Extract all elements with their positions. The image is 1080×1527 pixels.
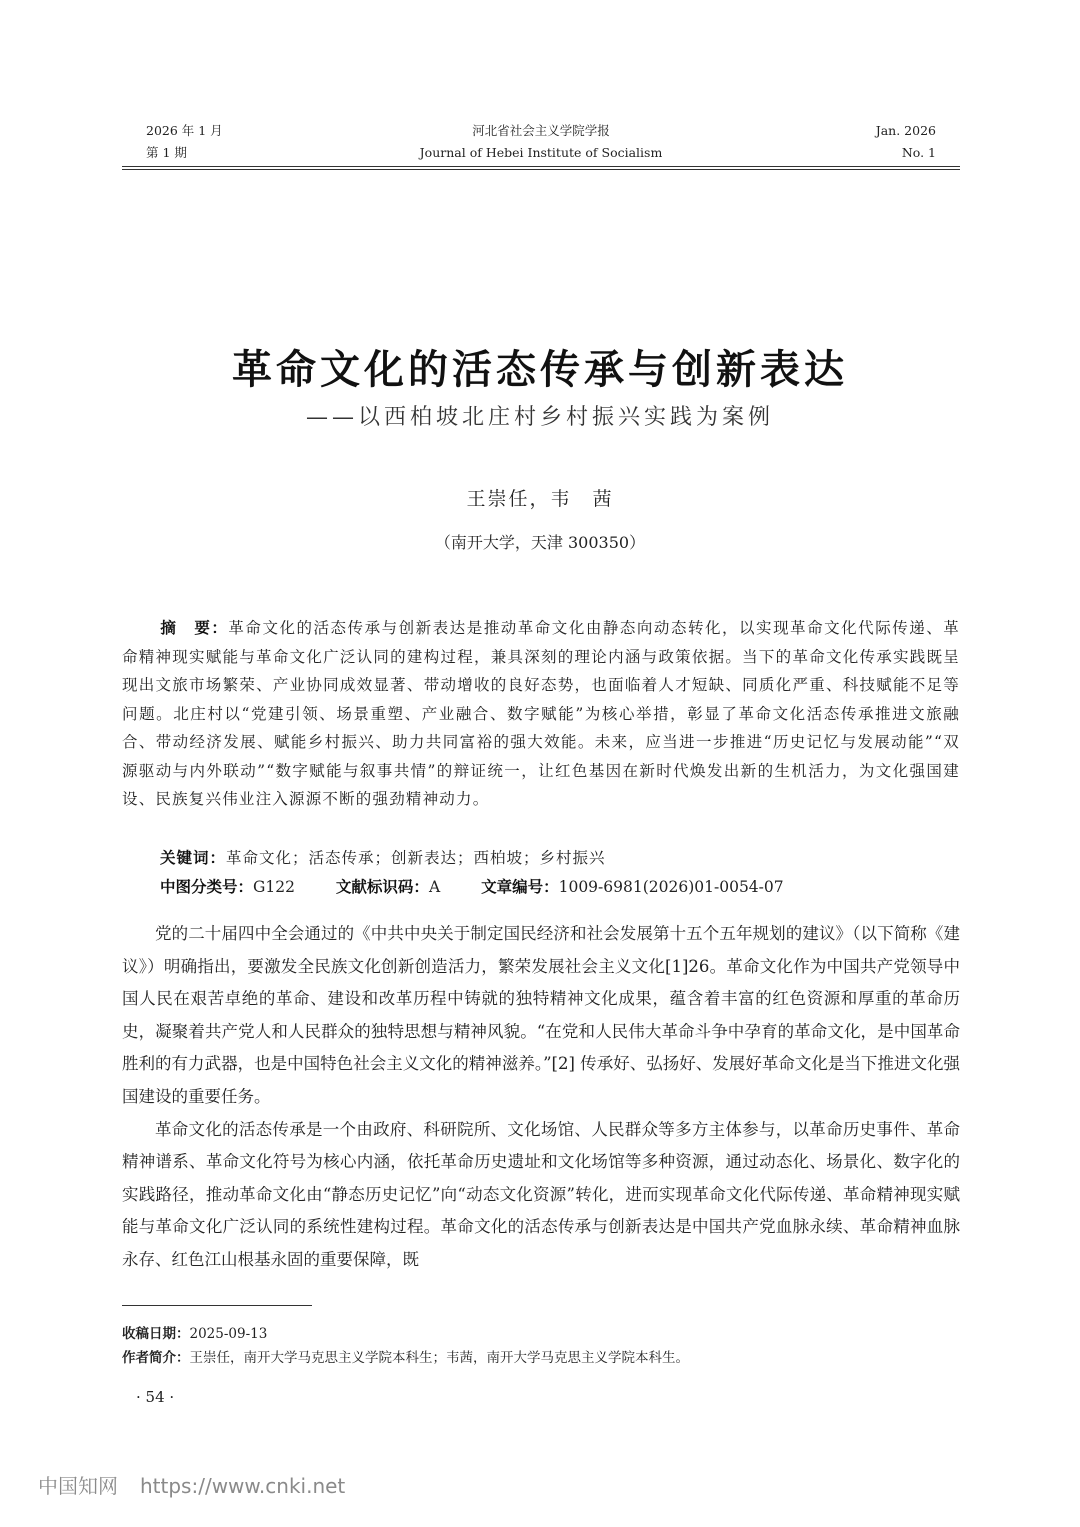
author-bio-label: 作者简介： [122,1350,190,1366]
clc-value: G122 [253,878,295,896]
received-date [122,1322,960,1346]
keywords-text: 革命文化；活态传承；创新表达；西柏坡；乡村振兴 [226,849,606,867]
doc-code-item [336,878,440,896]
header-issue-cn: 第 1 期 [146,145,187,160]
article-number-label: 文章编号： [481,878,559,896]
header-date-en: Jan. 2026 [875,123,936,138]
article-title: 革命文化的活态传承与创新表达 [232,347,848,393]
author-bio-value: 王崇任，南开大学马克思主义学院本科生；韦茜，南开大学马克思主义学院本科生。 [189,1350,689,1366]
clc-item [160,878,295,896]
header-rule-top [122,166,960,167]
article-subtitle: ——以西柏坡北庄村乡村振兴实践为案例 [305,405,774,430]
keywords-label: 关键词： [160,849,227,867]
received-value: 2025-09-13 [189,1326,268,1342]
affiliation: （南开大学，天津 300350） [434,533,646,552]
article-number-value: 1009-6981(2026)01-0054-07 [558,878,784,896]
watermark-url: https://www.cnki.net [140,1474,346,1498]
header-journal-en: Journal of Hebei Institute of Socialism [419,145,663,160]
watermark-site-name: 中国知网 [38,1474,118,1498]
body-text [122,918,960,1277]
page-number: · 54 · [136,1388,175,1406]
doc-code-label: 文献标识码： [335,878,429,896]
abstract [122,614,960,814]
header-date-cn: 2026 年 1 月 [146,123,223,138]
article-number-item [481,878,784,896]
header-right [876,120,936,164]
received-label: 收稿日期： [122,1326,190,1342]
abstract-label: 摘 要： [160,619,229,637]
cnki-watermark [38,1470,345,1499]
classification-line [160,874,960,900]
header-rule-bottom [122,169,960,170]
abstract-text: 革命文化的活态传承与创新表达是推动革命文化由静态向动态转化，以实现革命文化代际传递、革命精神现实赋能与革命文化广泛认同的建构过程，兼具深刻的理论内涵与政策依据。当下的革命文化传承实践既呈现出文旅市场繁荣、产业协同成效显著、带动增收的良好态势，也面临着人才短缺、同质化严重、科技赋能不足等问题。北庄村以“党建引领、场景重塑、产业融合、数字赋能”为核心举措，彰显了革命文化活态传承推进文旅融合、带动经济发展、赋能乡村振兴、助力共同富裕的强大效能。未来，应当进一步推进“历史记忆与发展动能”“双源驱动与内外联动”“数字赋能与叙事共情”的辩证统一，让红色基因在新时代焕发出新的生机活力，为文化强国建设、民族复兴伟业注入源源不断的强劲精神动力。 [122,619,960,808]
footnote-rule [122,1305,312,1306]
authors: 王崇任，韦 茜 [466,488,614,510]
footnotes [122,1322,960,1370]
header-issue-en: No. 1 [901,145,936,160]
author-bio [122,1346,960,1370]
keywords [160,845,960,871]
body-paragraph-1: 党的二十届四中全会通过的《中共中央关于制定国民经济和社会发展第十五个五年规划的建议》（以下简称《建议》）明确指出，要激发全民族文化创新创造活力，繁荣发展社会主义文化[1]26。革命文化作为中国共产党领导中国人民在艰苦卓绝的革命、建设和改革历程中铸就的独特精神文化成果，蕴含着丰富的红色资源和厚重的革命历史，凝聚着共产党人和人民群众的独特思想与精神风貌。“在党和人民伟大革命斗争中孕育的革命文化，是中国革命胜利的有力武器，也是中国特色社会主义文化的精神滋养。”[2] 传承好、弘扬好、发展好革命文化是当下推进文化强国建设的重要任务。 [122,924,960,1106]
body-paragraph-2: 革命文化的活态传承是一个由政府、科研院所、文化场馆、人民群众等多方主体参与，以革命历史事件、革命精神谱系、革命文化符号为核心内涵，依托革命历史遗址和文化场馆等多种资源，通过动态化、场景化、数字化的实践路径，推动革命文化由“静态历史记忆”向“动态文化资源”转化，进而实现革命文化代际传递、革命精神现实赋能与革命文化广泛认同的系统性建构过程。革命文化的活态传承与创新表达是中国共产党血脉永续、革命精神血脉永存、红色江山根基永固的重要保障，既 [122,1119,960,1269]
header-journal-cn: 河北省社会主义学院学报 [472,123,610,138]
doc-code-value: A [428,878,441,896]
header-center [122,120,960,164]
clc-label: 中图分类号： [160,878,254,896]
